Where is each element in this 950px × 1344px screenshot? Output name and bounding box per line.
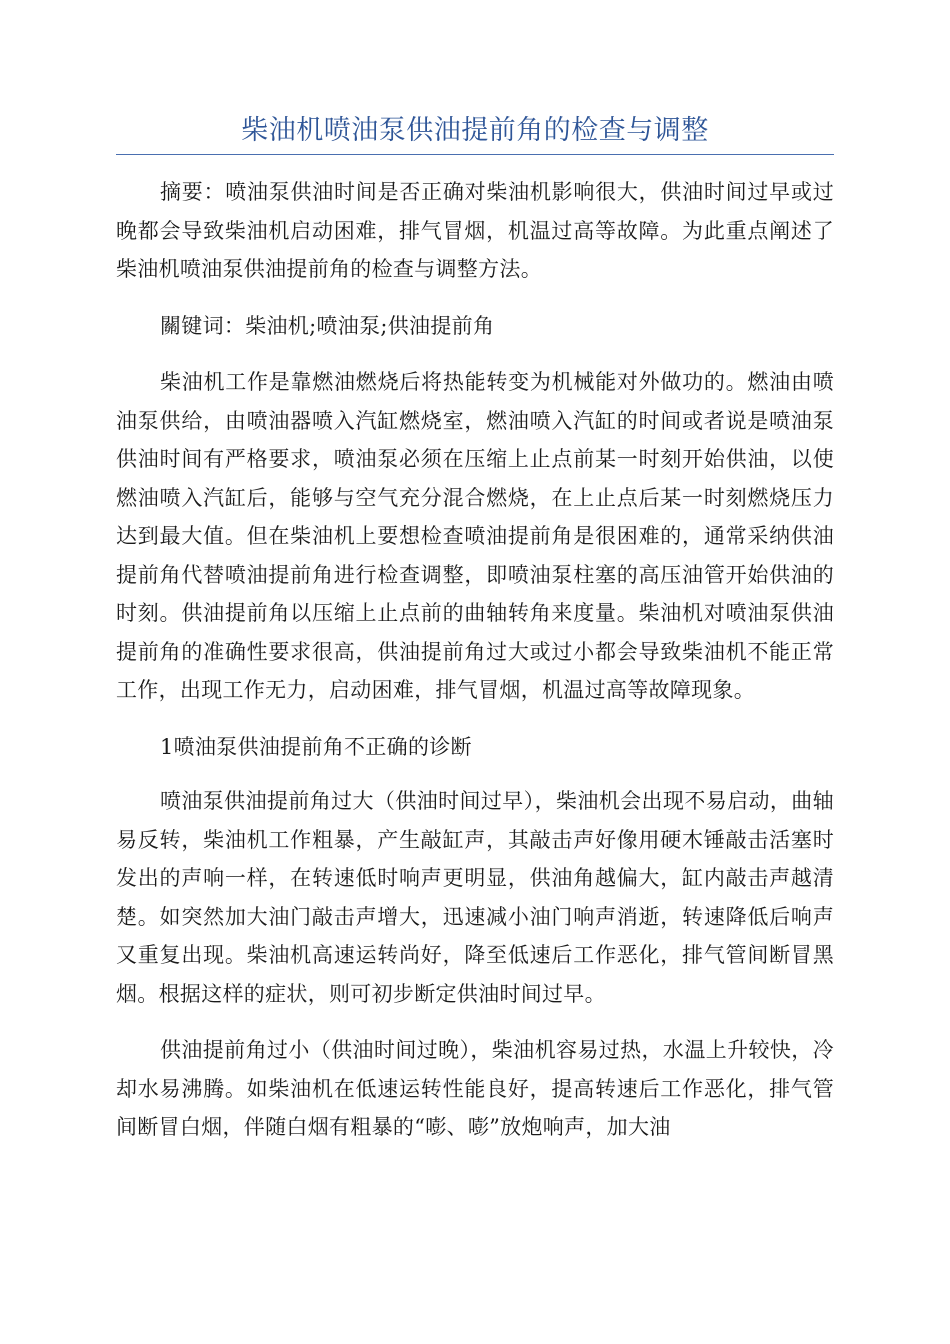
- intro-paragraph: 柴油机工作是靠燃油燃烧后将热能转变为机械能对外做功的。燃油由喷油泵供给，由喷油器喷入汽缸燃烧室，燃油喷入汽缸的时间或者说是喷油泵供油时间有严格要求，喷油泵必须在压缩上止点前某一时刻开始供油，以使燃油喷入汽缸后，能够与空气充分混合燃烧，在上止点后某一时刻燃烧压力达到最大值。但在柴油机上要想检查喷油提前角是很困难的，通常采纳供油提前角代替喷油提前角进行检查调整，即喷油泵柱塞的高压油管开始供油的时刻。供油提前角以压缩上止点前的曲轴转角来度量。柴油机对喷油泵供油提前角的准确性要求很高，供油提前角过大或过小都会导致柴油机不能正常工作，出现工作无力，启动困难，排气冒烟，机温过高等故障现象。: [116, 370, 834, 702]
- keywords-paragraph: 關键词：柴油机;喷油泵;供油提前角: [160, 313, 495, 338]
- late-injection-paragraph: 供油提前角过小（供油时间过晚），柴油机容易过热，水温上升较快，冷却水易沸腾。如柴油机在低速运转性能良好，提高转速后工作恶化，排气管间断冒白烟，伴随白烟有粗暴的“嘭、嘭”放炮响声，加大油: [116, 1038, 834, 1139]
- title-underline: [116, 154, 834, 155]
- abstract-paragraph: 摘要：喷油泵供油时间是否正确对柴油机影响很大，供油时间过早或过晚都会导致柴油机启动困难，排气冒烟，机温过高等故障。为此重点阐述了柴油机喷油泵供油提前角的检查与调整方法。: [116, 180, 834, 281]
- document-title: 柴油机喷油泵供油提前角的检查与调整: [241, 115, 709, 146]
- document-body: [116, 173, 834, 1165]
- early-injection-paragraph: 喷油泵供油提前角过大（供油时间过早），柴油机会出现不易启动，曲轴易反转，柴油机工作粗暴，产生敲缸声，其敲击声好像用硬木锤敲击活塞时发出的声响一样，在转速低时响声更明显，供油角越偏大，缸内敲击声越清楚。如突然加大油门敲击声增大，迅速减小油门响声消逝，转速降低后响声又重复出现。柴油机高速运转尚好，降至低速后工作恶化，排气管间断冒黑烟。根据这样的症状，则可初步断定供油时间过早。: [116, 789, 834, 1006]
- section-heading: 1喷油泵供油提前角不正确的诊断: [160, 734, 472, 759]
